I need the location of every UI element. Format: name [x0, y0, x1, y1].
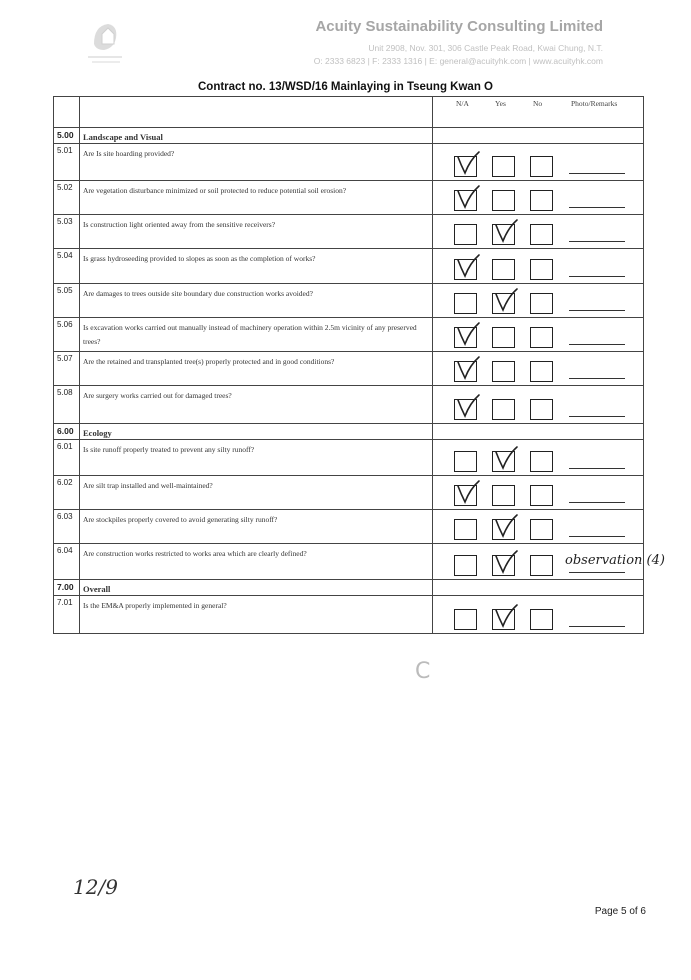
checkmark-icon — [493, 445, 521, 471]
checkbox-no[interactable] — [530, 259, 553, 280]
checkbox-no[interactable] — [530, 293, 553, 314]
column-no: No — [533, 99, 543, 108]
checklist-row — [54, 215, 644, 249]
column-remarks: Photo/Remarks — [571, 99, 618, 108]
checkbox-na[interactable] — [454, 293, 477, 314]
checkbox-group — [433, 440, 643, 475]
company-address: Unit 2908, Nov. 301, 306 Castle Peak Road, Kwai Chung, N.T. — [368, 43, 603, 53]
checkbox-yes[interactable] — [492, 399, 515, 420]
response-cell — [433, 284, 644, 318]
response-cell — [433, 144, 644, 181]
checkmark-icon — [455, 393, 483, 419]
company-logo-icon — [80, 14, 130, 68]
checkbox-no[interactable] — [530, 485, 553, 506]
item-number: 5.04 — [54, 249, 80, 284]
company-contact: O: 2333 6823 | F: 2333 1316 | E: general@acuityhk.com | www.acuityhk.com — [313, 56, 603, 66]
checkbox-na[interactable] — [454, 224, 477, 245]
question-text: Is excavation works carried out manually instead of machinery operation within 2.5m vicinity of any preserved trees? — [80, 318, 433, 352]
checkbox-group — [433, 249, 643, 283]
checkmark-icon — [455, 253, 483, 279]
remarks-line[interactable] — [569, 536, 625, 537]
checklist-row — [54, 544, 644, 580]
remarks-line[interactable] — [569, 626, 625, 627]
checkbox-no[interactable] — [530, 327, 553, 348]
checkbox-no[interactable] — [530, 519, 553, 540]
response-cell — [433, 128, 644, 144]
stray-mark: C — [415, 659, 431, 684]
checklist-table — [53, 96, 665, 634]
question-text: Are stockpiles properly covered to avoid generating silty runoff? — [80, 510, 433, 544]
document-title: Contract no. 13/WSD/16 Mainlaying in Tseung Kwan O — [198, 81, 493, 93]
response-cell — [433, 440, 644, 476]
checkbox-yes[interactable] — [492, 259, 515, 280]
checklist-row — [54, 510, 644, 544]
checklist-row — [54, 249, 644, 284]
response-cell — [433, 318, 644, 352]
column-na: N/A — [456, 99, 469, 108]
section-title: Landscape and Visual — [80, 128, 433, 144]
item-number: 5.05 — [54, 284, 80, 318]
checkbox-na[interactable] — [454, 519, 477, 540]
checklist-row — [54, 318, 644, 352]
remarks-line[interactable] — [569, 241, 625, 242]
response-cell — [433, 510, 644, 544]
checkbox-group — [433, 318, 643, 351]
checklist-row — [54, 181, 644, 215]
item-number: 6.04 — [54, 544, 80, 580]
checkbox-yes[interactable] — [492, 156, 515, 177]
remarks-line[interactable] — [569, 310, 625, 311]
checkbox-yes[interactable] — [492, 485, 515, 506]
checklist-row — [54, 440, 644, 476]
checkmark-icon — [455, 479, 483, 505]
section-row — [54, 128, 644, 144]
section-title: Overall — [80, 580, 433, 596]
checkbox-group — [433, 544, 665, 579]
section-row — [54, 424, 644, 440]
question-text: Are surgery works carried out for damaged trees? — [80, 386, 433, 424]
question-text: Are vegetation disturbance minimized or soil protected to reduce potential soil erosion? — [80, 181, 433, 215]
item-number: 5.01 — [54, 144, 80, 181]
response-cell — [433, 215, 644, 249]
remarks-line[interactable] — [569, 207, 625, 208]
checkmark-icon — [493, 549, 521, 575]
checkbox-group — [433, 181, 643, 214]
checkbox-no[interactable] — [530, 451, 553, 472]
response-cell — [433, 181, 644, 215]
item-number: 6.00 — [54, 424, 80, 440]
remarks-line[interactable] — [569, 572, 625, 573]
question-text: Are damages to trees outside site boundary due construction works avoided? — [80, 284, 433, 318]
item-number: 5.06 — [54, 318, 80, 352]
table-header-row — [54, 97, 644, 128]
checkmark-icon — [493, 287, 521, 313]
checkbox-no[interactable] — [530, 156, 553, 177]
checkbox-no[interactable] — [530, 224, 553, 245]
item-number: 5.08 — [54, 386, 80, 424]
remarks-line[interactable] — [569, 173, 625, 174]
handwritten-remark: observation (4) — [565, 553, 665, 568]
response-cell — [433, 476, 644, 510]
response-cell — [433, 352, 644, 386]
checkbox-no[interactable] — [530, 609, 553, 630]
checkbox-na[interactable] — [454, 609, 477, 630]
item-number: 6.03 — [54, 510, 80, 544]
section-title: Ecology — [80, 424, 433, 440]
checkmark-icon — [455, 355, 483, 381]
checkbox-group — [433, 144, 643, 180]
company-name: Acuity Sustainability Consulting Limited — [315, 18, 603, 35]
remarks-line[interactable] — [569, 416, 625, 417]
checkbox-group — [433, 352, 643, 385]
remarks-line[interactable] — [569, 468, 625, 469]
checkmark-icon — [455, 150, 483, 176]
response-cell — [433, 544, 665, 580]
checkbox-na[interactable] — [454, 451, 477, 472]
response-cell — [433, 424, 644, 440]
checkmark-icon — [493, 603, 521, 629]
checkbox-yes[interactable] — [492, 361, 515, 382]
checklist-row — [54, 144, 644, 181]
remarks-line[interactable] — [569, 276, 625, 277]
response-cell — [433, 580, 644, 596]
remarks-line[interactable] — [569, 344, 625, 345]
checkbox-na[interactable] — [454, 555, 477, 576]
response-cell — [433, 249, 644, 284]
checkbox-yes[interactable] — [492, 327, 515, 348]
column-yes: Yes — [495, 99, 506, 108]
item-number: 7.01 — [54, 596, 80, 634]
checkbox-group — [433, 476, 643, 509]
question-text: Are construction works restricted to works area which are clearly defined? — [80, 544, 433, 580]
checklist-row — [54, 284, 644, 318]
question-text: Is construction light oriented away from the sensitive receivers? — [80, 215, 433, 249]
checkbox-no[interactable] — [530, 555, 553, 576]
checklist-row — [54, 596, 644, 634]
question-text: Are Is site hoarding provided? — [80, 144, 433, 181]
remarks-line[interactable] — [569, 502, 625, 503]
checklist-row — [54, 386, 644, 424]
checkbox-group — [433, 284, 643, 317]
item-number: 5.03 — [54, 215, 80, 249]
checklist-row — [54, 476, 644, 510]
section-row — [54, 580, 644, 596]
item-number: 6.01 — [54, 440, 80, 476]
checkmark-icon — [455, 321, 483, 347]
item-number: 5.02 — [54, 181, 80, 215]
question-text: Is site runoff properly treated to prevent any silty runoff? — [80, 440, 433, 476]
handwritten-page-note: 12/9 — [73, 875, 118, 899]
checkbox-group — [433, 215, 643, 248]
checkbox-group — [433, 510, 643, 543]
response-cell — [433, 596, 644, 634]
checkmark-icon — [455, 184, 483, 210]
page-footer: Page 5 of 6 — [594, 906, 646, 917]
checkmark-icon — [493, 513, 521, 539]
remarks-line[interactable] — [569, 378, 625, 379]
checkmark-icon — [493, 218, 521, 244]
question-text: Are silt trap installed and well-maintained? — [80, 476, 433, 510]
checkbox-no[interactable] — [530, 399, 553, 420]
checkbox-group — [433, 596, 643, 633]
item-number: 5.07 — [54, 352, 80, 386]
checkbox-yes[interactable] — [492, 190, 515, 211]
item-number: 5.00 — [54, 128, 80, 144]
question-text: Are the retained and transplanted tree(s) properly protected and in good conditions? — [80, 352, 433, 386]
item-number: 7.00 — [54, 580, 80, 596]
checkbox-no[interactable] — [530, 190, 553, 211]
question-text: Is grass hydroseeding provided to slopes as soon as the completion of works? — [80, 249, 433, 284]
checklist-row — [54, 352, 644, 386]
response-cell — [433, 386, 644, 424]
checkbox-group — [433, 386, 643, 423]
checkbox-no[interactable] — [530, 361, 553, 382]
question-text: Is the EM&A properly implemented in general? — [80, 596, 433, 634]
item-number: 6.02 — [54, 476, 80, 510]
